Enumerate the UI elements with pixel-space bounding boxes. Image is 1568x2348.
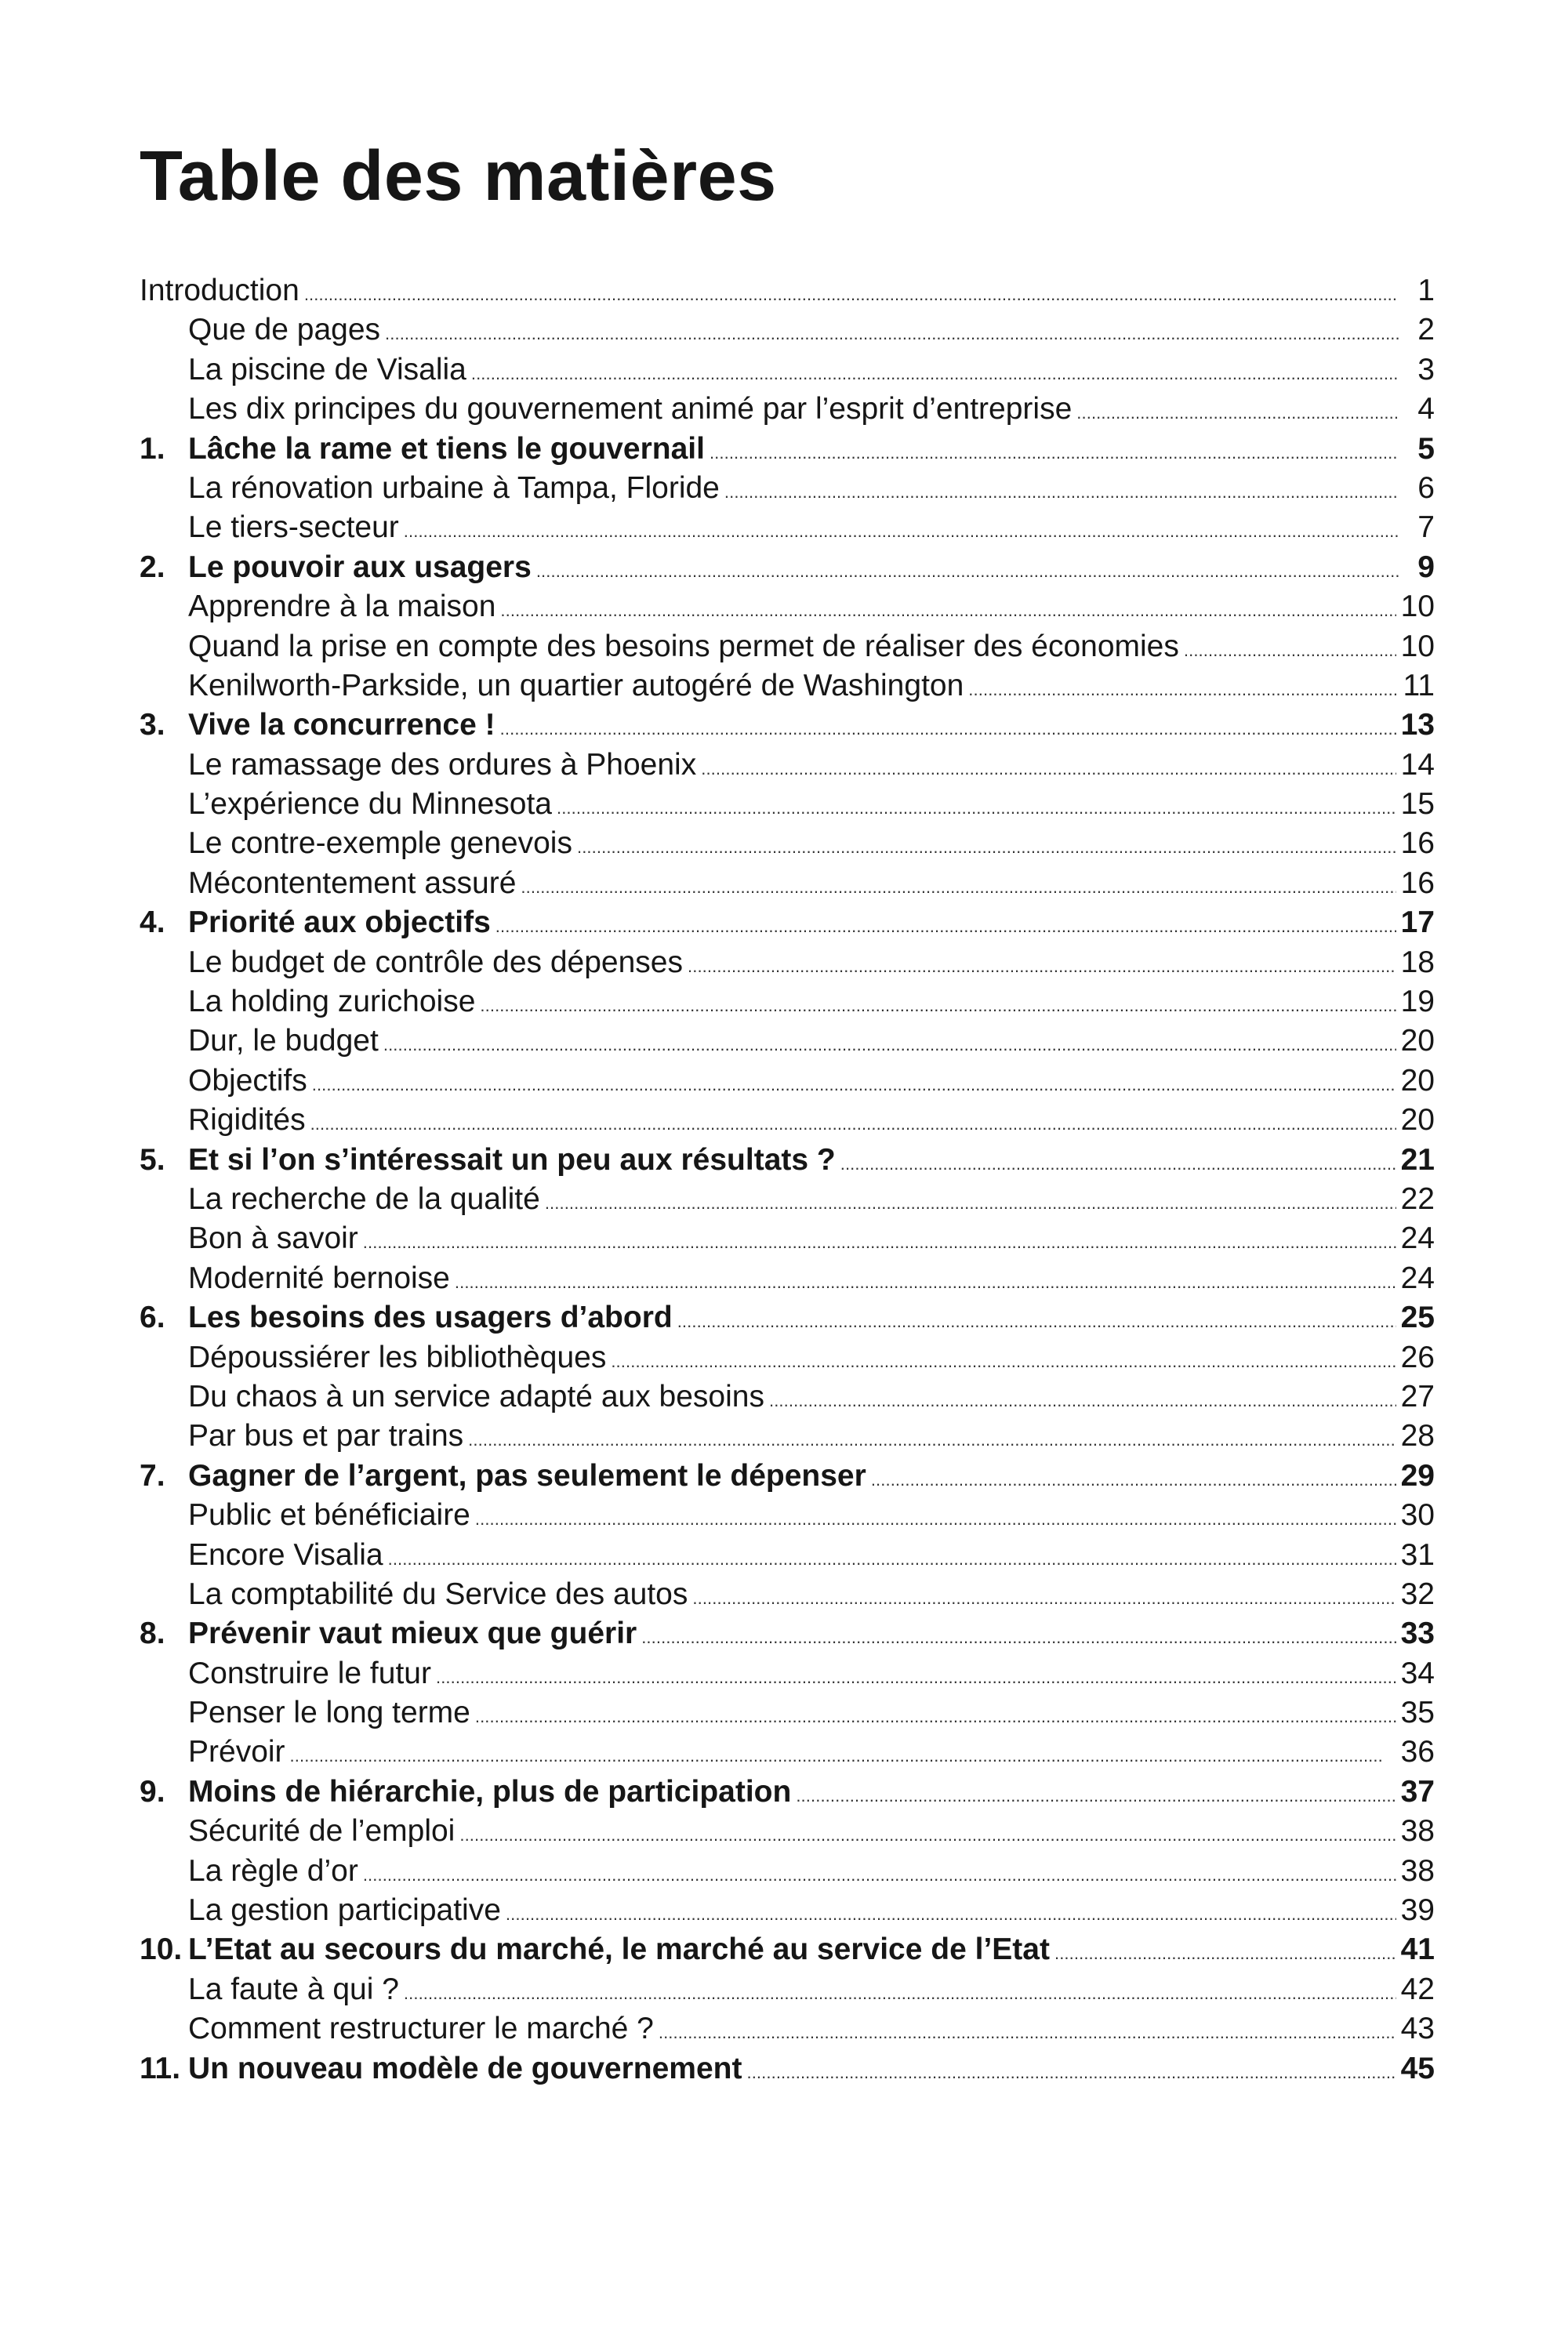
toc-entry-label: La comptabilité du Service des autos [188, 1577, 688, 1611]
toc-entry-page-number: 38 [1400, 1814, 1435, 1849]
toc-entry-label: Rigidités [188, 1103, 306, 1138]
toc-section-entry [140, 1101, 1435, 1140]
dot-leader [500, 587, 1396, 630]
toc-section-entry [140, 1022, 1435, 1061]
toc-entry-page-number: 22 [1400, 1181, 1435, 1216]
toc-entry-label: Vive la concurrence ! [188, 708, 495, 742]
dot-leader [701, 746, 1396, 789]
toc-chapter-entry [140, 1773, 1435, 1812]
toc-section-entry [140, 390, 1435, 429]
dot-leader [290, 1733, 1396, 1776]
toc-entry-page-number: 21 [1400, 1142, 1435, 1177]
toc-entry-label: Le tiers-secteur [188, 510, 399, 545]
dot-leader [495, 903, 1396, 946]
toc-entry-page-number: 37 [1400, 1774, 1435, 1809]
toc-entry-label: Quand la prise en compte des besoins permet de réaliser des économies [188, 629, 1179, 663]
toc-entry-label: Par bus et par trains [188, 1419, 464, 1453]
dot-leader [383, 1022, 1396, 1065]
dot-leader [536, 548, 1399, 591]
toc-entry-page-number: 15 [1400, 787, 1435, 822]
toc-entry-label: Gagner de l’argent, pas seulement le dépenser [188, 1458, 866, 1493]
toc-entry-page-number: 14 [1400, 747, 1435, 782]
toc-chapter-entry [140, 1930, 1435, 1969]
dot-leader [641, 1614, 1396, 1657]
toc-entry-page-number: 31 [1400, 1537, 1435, 1572]
toc-entry-page-number: 38 [1400, 1853, 1435, 1888]
toc-section-entry [140, 1970, 1435, 2009]
toc-section-entry [140, 1496, 1435, 1535]
dot-leader [710, 430, 1399, 473]
toc-section-entry [140, 1377, 1435, 1417]
toc-section-entry [140, 785, 1435, 824]
toc-entry-label: Bon à savoir [188, 1221, 358, 1256]
toc-entry-number: 5. [140, 1142, 165, 1177]
toc-entry-label: Modernité bernoise [188, 1261, 450, 1295]
toc-entry-page-number: 36 [1400, 1735, 1435, 1769]
toc-entry-page-number: 1 [1417, 274, 1435, 307]
toc-entry-page-number: 20 [1400, 1024, 1435, 1058]
dot-leader [677, 1298, 1396, 1341]
dot-leader [557, 785, 1396, 828]
toc-entry-label: Le contre-exemple genevois [188, 826, 572, 861]
dot-leader [871, 1457, 1396, 1500]
dot-leader [840, 1141, 1396, 1184]
toc-entry-label: Les besoins des usagers d’abord [188, 1301, 673, 1335]
toc-chapter-entry [140, 1141, 1435, 1180]
toc-entry-page-number: 28 [1400, 1419, 1435, 1453]
toc-entry-label: Prévoir [188, 1735, 285, 1769]
toc-entry-number: 2. [140, 550, 165, 584]
toc-entry-number: 1. [140, 431, 165, 466]
toc-section-entry [140, 1654, 1435, 1693]
toc-section-entry [140, 1733, 1435, 1772]
toc-section-entry [140, 1259, 1435, 1298]
toc-entry-label: Du chaos à un service adapté aux besoins [188, 1379, 764, 1414]
dot-leader [459, 1812, 1396, 1855]
toc-section-entry [140, 2009, 1435, 2049]
toc-entry-label: L’expérience du Minnesota [188, 787, 552, 822]
toc-entry-label: Introduction [140, 274, 299, 307]
toc-section-entry [140, 508, 1435, 547]
toc-entry-page-number: 18 [1400, 945, 1435, 979]
toc-entry-page-number: 6 [1417, 470, 1435, 505]
dot-leader [521, 864, 1396, 907]
dot-leader [545, 1180, 1396, 1223]
toc-entry-page-number: 32 [1400, 1577, 1435, 1611]
toc-section-entry [140, 1180, 1435, 1219]
toc-entry-page-number: 7 [1417, 510, 1435, 545]
toc-entry-page-number: 45 [1400, 2051, 1435, 2085]
dot-leader [404, 1970, 1396, 2013]
dot-leader [475, 1693, 1396, 1737]
toc-entry-page-number: 3 [1417, 352, 1435, 386]
toc-entry-number: 3. [140, 708, 165, 742]
toc-entry-label: Dur, le budget [188, 1024, 379, 1058]
toc-entry-label: Penser le long terme [188, 1696, 470, 1730]
toc-entry-number: 7. [140, 1458, 165, 1493]
toc-entry-page-number: 16 [1400, 826, 1435, 861]
toc-entry-page-number: 41 [1400, 1932, 1435, 1967]
dot-leader [500, 706, 1396, 749]
toc-chapter-entry [140, 1298, 1435, 1337]
toc-section-entry [140, 666, 1435, 706]
toc-section-entry [140, 1417, 1435, 1456]
toc-entry-label: Le budget de contrôle des dépenses [188, 945, 683, 979]
toc-section-entry [140, 1219, 1435, 1258]
toc-entry-page-number: 43 [1400, 2012, 1435, 2046]
toc-entry-page-number: 27 [1400, 1379, 1435, 1414]
toc-chapter-entry [140, 903, 1435, 942]
toc-chapter-entry [140, 2049, 1435, 2089]
toc-entry-page-number: 24 [1400, 1221, 1435, 1256]
toc-entry-label: Et si l’on s’intéressait un peu aux résultats ? [188, 1142, 836, 1177]
toc-entry-page-number: 25 [1400, 1301, 1435, 1335]
toc-entry-label: Kenilworth-Parkside, un quartier autogéré de Washington [188, 668, 964, 702]
toc-entry-label: Moins de hiérarchie, plus de participation [188, 1774, 792, 1809]
toc-entry-label: Le ramassage des ordures à Phoenix [188, 747, 697, 782]
dot-leader [455, 1259, 1396, 1302]
toc-entry-page-number: 17 [1400, 905, 1435, 940]
dot-leader [471, 350, 1399, 394]
dot-leader [724, 469, 1399, 512]
toc-entry-page-number: 2 [1417, 313, 1435, 347]
toc-entry-page-number: 33 [1400, 1617, 1435, 1651]
toc-entry-page-number: 30 [1400, 1498, 1435, 1533]
dot-leader [968, 666, 1398, 709]
dot-leader [746, 2049, 1396, 2092]
toc-section-entry [140, 824, 1435, 863]
toc-section-entry [140, 1891, 1435, 1930]
toc-entry-page-number: 13 [1400, 708, 1435, 742]
toc-section-entry [140, 1338, 1435, 1377]
dot-leader [480, 982, 1396, 1025]
toc-section-entry [140, 350, 1435, 390]
dot-leader [1076, 390, 1399, 433]
dot-leader [385, 310, 1399, 354]
toc-entry-page-number: 29 [1400, 1458, 1435, 1493]
dot-leader [506, 1891, 1396, 1934]
toc-entry-label: Priorité aux objectifs [188, 905, 491, 940]
toc-chapter-entry [140, 271, 1435, 310]
toc-entry-label: Objectifs [188, 1063, 307, 1098]
dot-leader [404, 508, 1399, 551]
toc-entry-label: La règle d’or [188, 1853, 358, 1888]
toc-entry-label: Encore Visalia [188, 1537, 383, 1572]
toc-section-entry [140, 943, 1435, 982]
toc-entry-label: La faute à qui ? [188, 1972, 399, 2006]
toc-entry-page-number: 10 [1400, 590, 1435, 624]
dot-leader [310, 1101, 1396, 1144]
toc-entry-page-number: 16 [1400, 866, 1435, 900]
dot-leader [692, 1575, 1396, 1618]
toc-section-entry [140, 627, 1435, 666]
dot-leader [688, 943, 1396, 986]
toc-entry-number: 8. [140, 1617, 165, 1651]
toc-entry-number: 4. [140, 905, 165, 940]
toc-entry-label: La rénovation urbaine à Tampa, Floride [188, 470, 720, 505]
toc-entry-label: Un nouveau modèle de gouvernement [188, 2051, 742, 2085]
toc-entry-label: L’Etat au secours du marché, le marché au service de l’Etat [188, 1932, 1050, 1967]
toc-entry-label: Comment restructurer le marché ? [188, 2012, 654, 2046]
toc-entry-page-number: 42 [1400, 1972, 1435, 2006]
dot-leader [304, 271, 1399, 314]
toc-chapter-entry [140, 548, 1435, 587]
dot-leader [1184, 627, 1396, 670]
toc-section-entry [140, 469, 1435, 508]
dot-leader [312, 1061, 1396, 1105]
table-of-contents [140, 271, 1435, 2089]
toc-entry-label: Apprendre à la maison [188, 590, 496, 624]
toc-section-entry [140, 1852, 1435, 1891]
dot-leader [388, 1536, 1396, 1579]
dot-leader [468, 1417, 1396, 1460]
toc-chapter-entry [140, 1457, 1435, 1496]
toc-chapter-entry [140, 706, 1435, 745]
toc-entry-page-number: 26 [1400, 1340, 1435, 1374]
dot-leader [475, 1496, 1396, 1539]
toc-entry-label: Lâche la rame et tiens le gouvernail [188, 431, 705, 466]
toc-chapter-entry [140, 1614, 1435, 1653]
toc-entry-page-number: 35 [1400, 1696, 1435, 1730]
toc-entry-label: La gestion participative [188, 1893, 501, 1928]
dot-leader [659, 2009, 1396, 2052]
toc-entry-label: Que de pages [188, 313, 381, 347]
toc-section-entry [140, 1812, 1435, 1851]
toc-entry-page-number: 24 [1400, 1261, 1435, 1295]
toc-entry-label: Construire le futur [188, 1656, 431, 1690]
toc-entry-label: La piscine de Visalia [188, 352, 466, 386]
toc-entry-label: Sécurité de l’emploi [188, 1814, 456, 1849]
toc-entry-label: Mécontentement assuré [188, 866, 517, 900]
toc-entry-label: La holding zurichoise [188, 985, 476, 1019]
toc-section-entry [140, 310, 1435, 350]
toc-entry-page-number: 4 [1417, 392, 1435, 426]
toc-entry-label: Prévenir vaut mieux que guérir [188, 1617, 637, 1651]
toc-section-entry [140, 587, 1435, 626]
toc-entry-page-number: 5 [1417, 431, 1435, 466]
toc-entry-number: 10. [140, 1932, 183, 1967]
toc-section-entry [140, 864, 1435, 903]
toc-entry-page-number: 39 [1400, 1893, 1435, 1928]
toc-entry-number: 6. [140, 1301, 165, 1335]
dot-leader [363, 1852, 1396, 1895]
toc-entry-page-number: 20 [1400, 1063, 1435, 1098]
toc-entry-number: 9. [140, 1774, 165, 1809]
toc-section-entry [140, 982, 1435, 1022]
dot-leader [796, 1773, 1396, 1816]
dot-leader [611, 1338, 1396, 1381]
toc-entry-page-number: 20 [1400, 1103, 1435, 1138]
toc-entry-label: Dépoussiérer les bibliothèques [188, 1340, 607, 1374]
toc-entry-page-number: 19 [1400, 985, 1435, 1019]
toc-chapter-entry [140, 430, 1435, 469]
toc-entry-number: 11. [140, 2051, 181, 2085]
dot-leader [436, 1654, 1396, 1697]
toc-entry-label: Public et bénéficiaire [188, 1498, 470, 1533]
toc-entry-page-number: 34 [1400, 1656, 1435, 1690]
toc-section-entry [140, 1575, 1435, 1614]
dot-leader [1054, 1930, 1396, 1973]
toc-entry-page-number: 9 [1417, 550, 1435, 584]
toc-entry-label: Les dix principes du gouvernement animé par l’esprit d’entreprise [188, 392, 1073, 426]
toc-section-entry [140, 1693, 1435, 1733]
toc-entry-page-number: 11 [1403, 668, 1435, 702]
toc-section-entry [140, 746, 1435, 785]
toc-section-entry [140, 1061, 1435, 1101]
dot-leader [769, 1377, 1396, 1421]
page-title: Table des matières [140, 137, 777, 216]
toc-entry-page-number: 10 [1400, 629, 1435, 663]
toc-entry-label: La recherche de la qualité [188, 1181, 540, 1216]
toc-entry-label: Le pouvoir aux usagers [188, 550, 532, 584]
toc-section-entry [140, 1536, 1435, 1575]
dot-leader [577, 824, 1396, 867]
dot-leader [363, 1219, 1396, 1262]
